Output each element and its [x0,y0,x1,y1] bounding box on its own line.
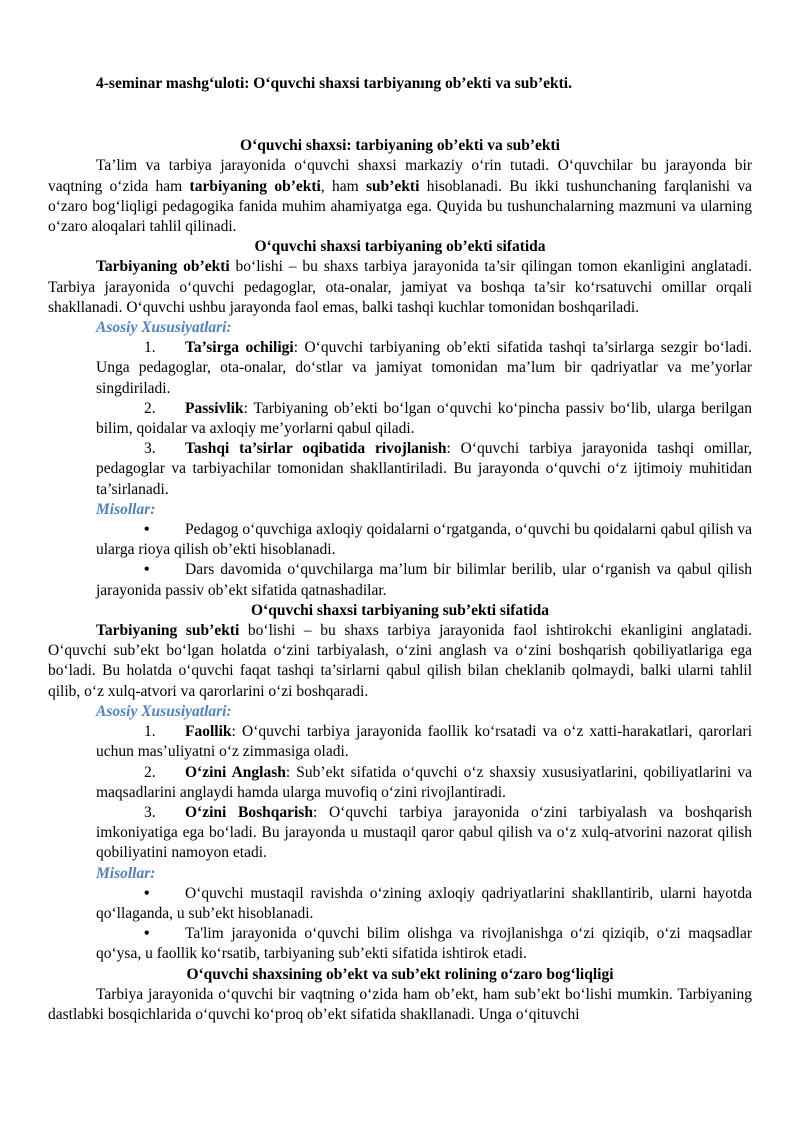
example-text: Pedagog o‘quvchiga axloqiy qoidalarni o‘rgatganda, o‘quvchi bu qoidalarni qabul qilish va ularga rioya qilish ob’ekti hisoblanadi. [96,521,752,559]
list-number: 1. [144,723,156,741]
document-title: 4-seminar mashg‘uloti: O‘quvchi shaxsi tarbiyanıng ob’ekti va sub’ekti. [96,75,572,92]
bullet-icon: • [144,925,150,943]
list-text: : O‘quvchi tarbiya jarayonida faollik ko‘rsatadi va o‘z xatti-harakatlari, qarorlari uchun mas’uliyatni o‘z zimmasiga oladi. [96,723,752,761]
list-term: Passivlik [185,399,244,417]
intro-paragraph [48,156,752,237]
section-heading-subject: O‘quvchi shaxsi tarbiyaning sub’ekti sifatida [250,601,549,619]
list-text: : Tarbiyaning ob’ekti bo‘lgan o‘quvchi ko‘pincha passiv bo‘lib, ularga berilgan bilim, qoidalar va axloqiy me’yorlarni qabul qiladi. [96,399,752,438]
bullet-icon: • [144,561,150,579]
bullet-icon: • [144,521,150,539]
list-number: 2. [144,399,156,417]
list-item [48,884,752,924]
example-text: Dars davomida o‘quvchilarga ma’lum bir bilimlar berilib, ular o‘rganish va qabul qilish jarayonida passiv ob’ekt sifatida qatnashadilar. [96,561,752,599]
object-definition-term: Tarbiyaning ob’ekti [96,258,230,276]
object-features-label: Asosiy Xususiyatlari: [96,319,232,337]
list-term: O‘zini Boshqarish [185,803,313,821]
list-item [48,520,752,560]
intro-term-subject: sub’ekti [366,177,420,195]
bullet-icon: • [144,884,150,902]
object-definition-text: bo‘lishi – bu shaxs tarbiya jarayonida ta’sir qilingan tomon ekanligini anglatadi. Tarbiya jarayonida o‘quvchi pedagoglar, ota-onalar, jamiyat va boshqa ta’sir ko‘rsatuvchi omillar orqali shakllanadi. O‘quvchi ushbu jarayonda faol emas, balki tashqi kuchlar tomonidan boshqariladi. [48,258,752,316]
list-text: : O‘quvchi tarbiya jarayonida tashqi omillar, pedagoglar va tarbiyachilar tomonidan shakllantiriladi. Bu jarayonda o‘quvchi o‘z ijtimoiy muhitidan ta’sirlanadi. [96,440,752,498]
list-text: : Sub’ekt sifatida o‘quvchi o‘z shaxsiy xususiyatlarini, qobiliyatlarini va maqsadlarini anglaydi hamda ularga muvofiq o‘zini rivojlantiradi. [96,763,752,801]
intro-text: , ham [320,177,366,195]
document-page [48,74,752,1025]
spacer [48,94,752,136]
list-number: 3. [144,440,156,458]
subject-examples-label: Misollar: [96,864,156,882]
subject-definition-text: bo‘lishi – bu shaxs tarbiya jarayonida faol ishtirokchi ekanligini anglatadi. O‘quvchi sub’ekt bo‘lgan holatda o‘zini tarbiyalash, o‘zini anglash va o‘zini boshqarish qobiliyatlariga ega bo‘ladi. Bu holatda o‘quvchi faqat tashqi ta’sirlarni qabul qilish bilan cheklanib qolmaydi, balki ularni tahlil qilib, o‘z xulq-atvori va qarorlarini o‘zi boshqaradi. [48,622,753,700]
list-text: : O‘quvchi tarbiyaning ob’ekti sifatida tashqi ta’sirlarga sezgir bo‘ladi. Unga pedagoglar, ota-onalar, do‘stlar va jamiyat tomonidan ma’lum bir qadriyatlar va me’yorlar singdiriladi. [96,339,753,397]
list-text: : O‘quvchi tarbiya jarayonida o‘zini tarbiyalash va boshqarish imkoniyatiga ega bo‘ladi. Bu jarayonda u mustaqil qaror qabul qilish va o‘z xulq-atvorini nazorat qilish qobiliyatini namoyon etadi. [96,803,752,862]
list-item [48,924,752,964]
list-term: Faollik [185,723,232,741]
subject-definition [48,621,752,702]
list-item [48,399,752,439]
list-term: Ta’sirga ochiligi [185,339,294,357]
list-number: 1. [144,339,156,357]
main-heading: O‘quvchi shaxsi: tarbiyaning ob’ekti va sub’ekti [240,137,560,155]
list-number: 3. [144,803,156,821]
list-item [48,763,752,803]
example-text: O‘quvchi mustaqil ravishda o‘zining axloqiy qadriyatlarini shakllantirib, ularni hayotda qo‘llaganda, u sub’ekt hisoblanadi. [96,884,752,922]
list-term: O‘zini Anglash [185,763,286,781]
list-item [48,560,752,600]
example-text: Ta'lim jarayonida o‘quvchi bilim olishga va rivojlanishga o‘zi qiziqib, o‘zi maqsadlar qo‘ysa, u faollik ko‘rsatib, tarbiyaning sub’ekti sifatida ishtirok etadi. [96,925,752,963]
section-heading-object: O‘quvchi shaxsi tarbiyaning ob’ekti sifatida [254,238,546,256]
intro-term-object: tarbiyaning ob’ekti [189,177,321,195]
subject-definition-term: Tarbiyaning sub’ekti [96,622,240,640]
intro-text: Ta’lim va tarbiya jarayonida o‘quvchi shaxsi markaziy o‘rin tutadi. O‘quvchilar bu jarayonda bir vaqtning o‘zida ham [48,157,752,195]
list-item [48,439,752,500]
object-examples-label: Misollar: [96,500,156,518]
list-item [48,338,752,399]
intro-text: hisoblanadi. Bu ikki tushunchaning farqlanishi va o‘zaro bog‘liqligi pedagogika fanida muhim ahamiyatga ega. Quyida bu tushunchalarning mazmuni va ularning o‘zaro aloqalari tahlil qilinadi. [48,177,753,236]
list-term: Tashqi ta’sirlar oqibatida rivojlanish [185,440,447,458]
list-item [48,803,752,864]
list-number: 2. [144,763,156,781]
list-item [48,722,752,762]
section-heading-relation: O‘quvchi shaxsining ob’ekt va sub’ekt rolining o‘zaro bog‘liqligi [186,965,614,983]
subject-features-label: Asosiy Xususiyatlari: [96,702,232,720]
relation-paragraph: Tarbiya jarayonida o‘quvchi bir vaqtning o‘zida ham ob’ekt, ham sub’ekt bo‘lishi mumkin. Tarbiyaning dastlabki bosqichlarida o‘quvchi ko‘proq ob’ekt sifatida shakllanadi. Unga o‘qituvchi [48,985,752,1023]
object-definition [48,257,752,318]
